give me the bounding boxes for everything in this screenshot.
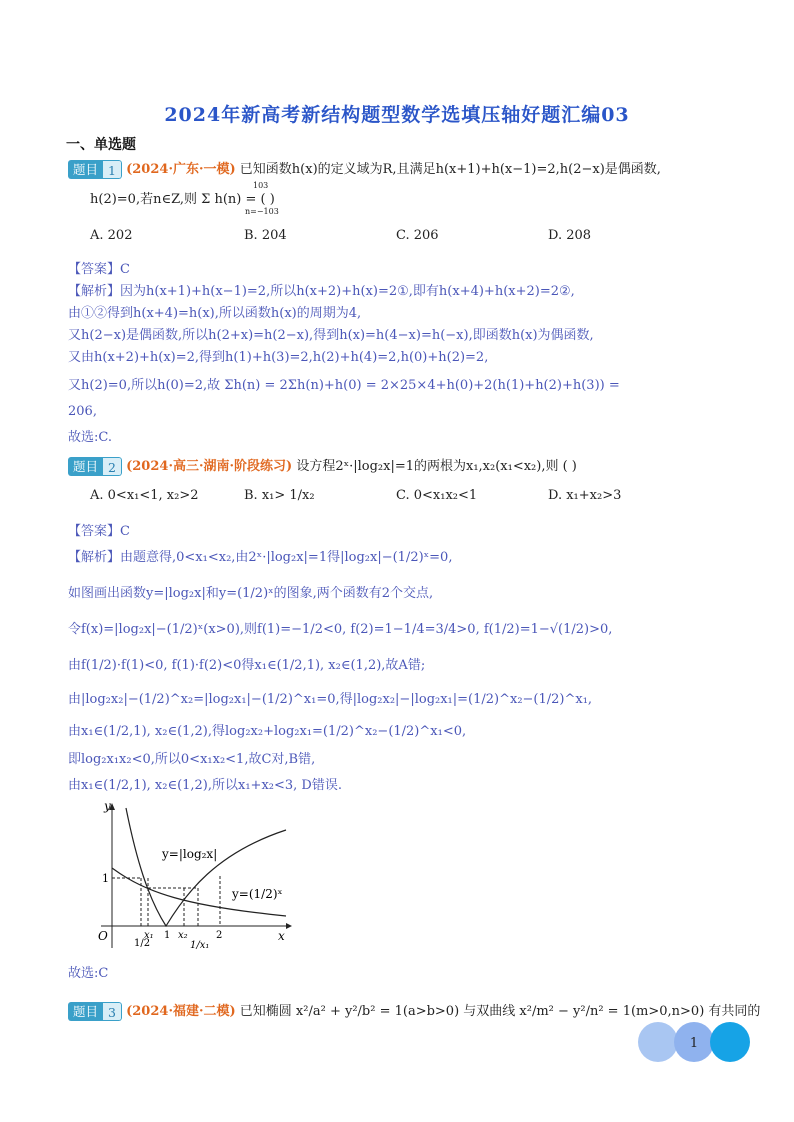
option-c: C. 206 [396,228,439,243]
origin-label: O [98,929,108,943]
label-exp-curve: y=(1/2)ˣ [232,887,283,901]
question-text: 已知函数h(x)的定义域为R,且满足h(x+1)+h(x−1)=2,h(2−x)是偶函数, [239,162,661,177]
analysis-line: 又h(2−x)是偶函数,所以h(2+x)=h(2−x),得到h(x)=h(4−x)=h(−x),即函数h(x)为偶函数, [68,328,594,343]
question-source: (2024·高三·湖南·阶段练习) [126,459,293,474]
analysis-line: 故选:C. [68,430,112,445]
question-3-stem [68,1000,760,1021]
question-tag: 题目 2 [68,457,122,476]
tick-label: 1/2 [134,938,151,949]
question-text: 已知椭圆 x²/a² + y²/b² = 1(a>b>0) 与双曲线 x²/m² − y²/n² = 1(m>0,n>0) 有共同的 [239,1004,761,1019]
option-c: C. 0<x₁x₂<1 [396,488,478,503]
label-log-curve: y=|log₂x| [162,847,218,861]
analysis-line: 令f(x)=|log₂x|−(1/2)ˣ(x>0),则f(1)=−1/2<0, f(2)=1−1/4=3/4>0, f(1/2)=1−√(1/2)>0, [68,622,613,637]
option-b: B. x₁> 1/x₂ [244,488,315,503]
question-1-stem-2: h(2)=0,若n∈Z,则 Σ h(n) = ( ) [90,192,275,207]
y-axis-label: y [104,799,111,813]
question-1-stem [68,158,661,179]
question-tag: 题目 1 [68,160,122,179]
page-title: 2024年新高考新结构题型数学选填压轴好题汇编03 [164,104,630,126]
badge-circle [710,1022,750,1062]
page-number-badge [638,1022,750,1062]
analysis-line: 【解析】因为h(x+1)+h(x−1)=2,所以h(x+2)+h(x)=2①,即有h(x+4)+h(x+2)=2②, [68,284,575,299]
question-2-stem [68,455,577,476]
sum-lower-limit: n=−103 [245,207,279,216]
tick-label: 1/x₁ [190,940,210,951]
x-axis-label: x [278,929,285,943]
analysis-line: 即log₂x₁x₂<0,所以0<x₁x₂<1,故C对,B错, [68,752,316,767]
analysis-line: 由|log₂x₂|−(1/2)^x₂=|log₂x₁|−(1/2)^x₁=0,得|log₂x₂|−|log₂x₁|=(1/2)^x₂−(1/2)^x₁, [68,692,593,707]
analysis-line: 由f(1/2)·f(1)<0, f(1)·f(2)<0得x₁∈(1/2,1), x₂∈(1,2),故A错; [68,658,426,673]
analysis-line: 又h(2)=0,所以h(0)=2,故 Σh(n) = 2Σh(n)+h(0) = 2×25×4+h(0)+2(h(1)+h(2)+h(3)) = [68,378,620,393]
question-tag: 题目 3 [68,1002,122,1021]
question-text: 设方程2ˣ·|log₂x|=1的两根为x₁,x₂(x₁<x₂),则 ( ) [296,459,577,474]
answer: 【答案】C [68,262,130,277]
answer: 【答案】C [68,524,130,539]
tick-label: x₁ [144,930,154,941]
question-source: (2024·广东·一模) [126,162,236,177]
x-axis-arrow [286,923,292,929]
tick-label: x₂ [178,930,188,941]
tick-label: 1 [102,872,109,885]
analysis-line: 由x₁∈(1/2,1), x₂∈(1,2),所以x₁+x₂<3, D错误. [68,778,342,793]
analysis-line: 又由h(x+2)+h(x)=2,得到h(1)+h(3)=2,h(2)+h(4)=2,h(0)+h(2)=2, [68,350,489,365]
sum-upper-limit: 103 [253,181,269,190]
tick-label: 1 [164,930,171,941]
analysis-line: 如图画出函数y=|log₂x|和y=(1/2)ˣ的图象,两个函数有2个交点, [68,586,434,601]
function-graph [86,798,296,960]
option-a: A. 202 [90,228,133,243]
tick-label: 2 [216,930,223,941]
curve-abs-log [126,808,286,926]
analysis-line: 206, [68,404,97,419]
option-d: D. x₁+x₂>3 [548,488,622,503]
option-b: B. 204 [244,228,287,243]
option-a: A. 0<x₁<1, x₂>2 [90,488,199,503]
badge-circle [638,1022,678,1062]
question-source: (2024·福建·二模) [126,1004,236,1019]
analysis-line: 由①②得到h(x+4)=h(x),所以函数h(x)的周期为4, [68,306,362,321]
conclusion: 故选:C [68,966,109,981]
section-heading: 一、单选题 [66,137,136,153]
option-d: D. 208 [548,228,592,243]
analysis-line: 由x₁∈(1/2,1), x₂∈(1,2),得log₂x₂+log₂x₁=(1/2)^x₂−(1/2)^x₁<0, [68,724,467,739]
analysis-line: 【解析】由题意得,0<x₁<x₂,由2ˣ·|log₂x|=1得|log₂x|−(1/2)ˣ=0, [68,550,453,565]
page-number: 1 [689,1036,699,1051]
